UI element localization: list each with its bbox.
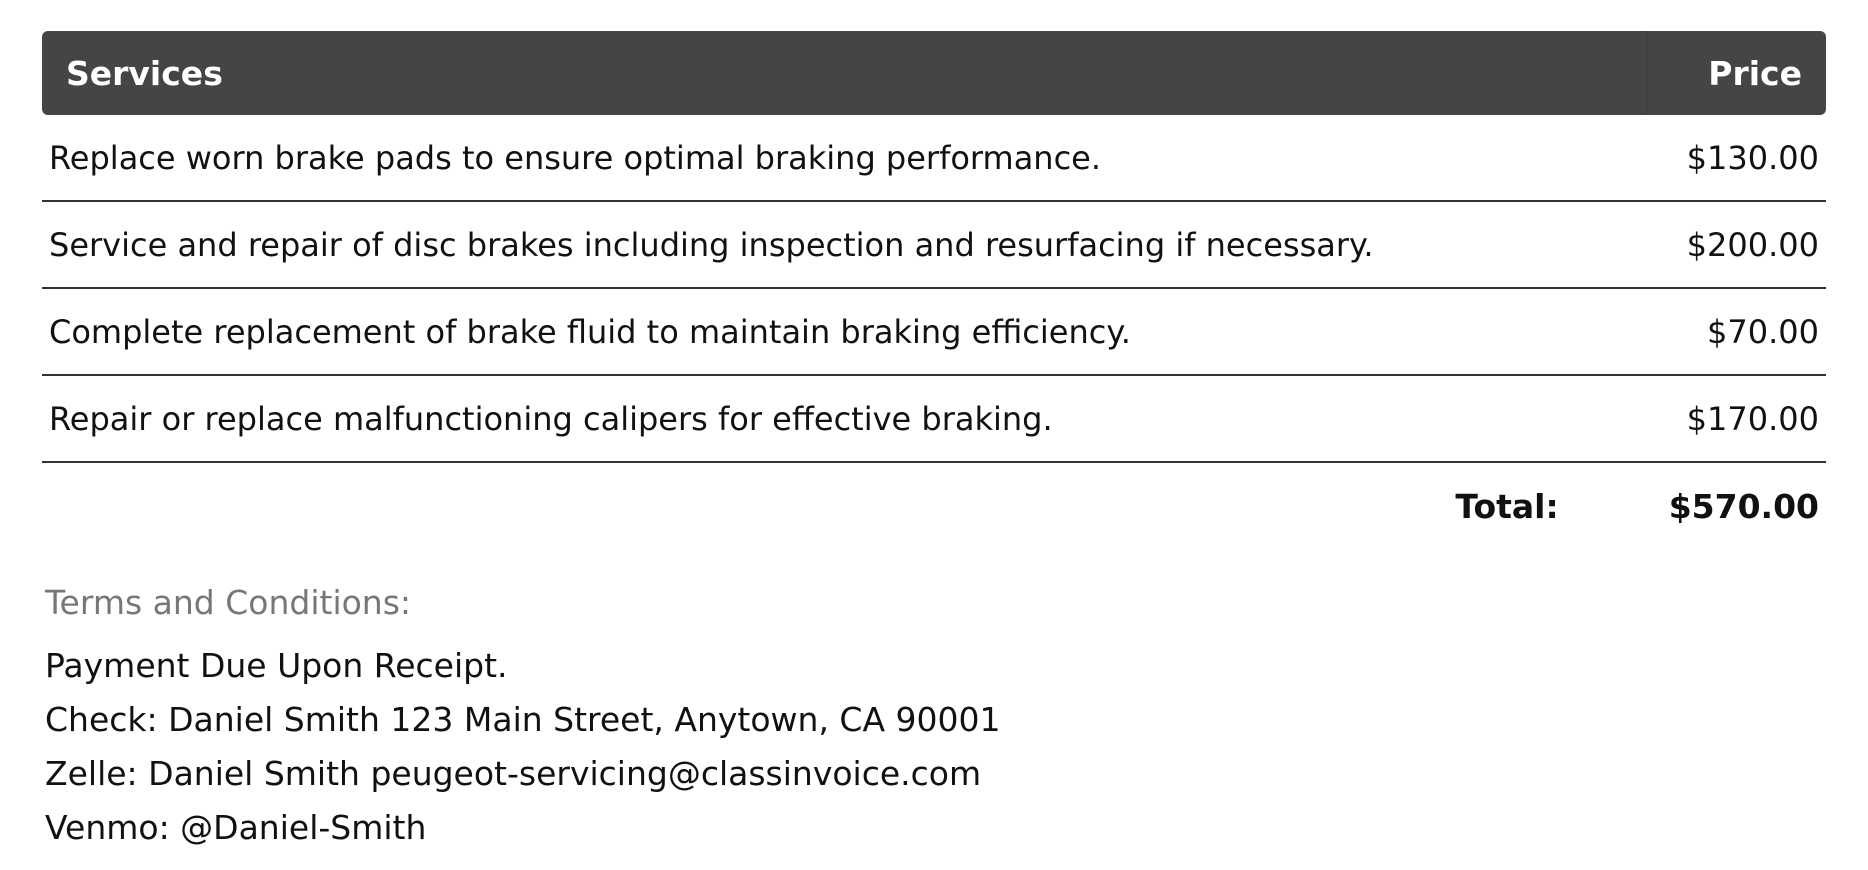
service-description: Repair or replace malfunctioning calipers for effective braking. (49, 399, 1053, 438)
total-row (42, 463, 1826, 549)
price-column-header: Price (1646, 31, 1826, 115)
check-payment-line: Check: Daniel Smith 123 Main Street, Anytown, CA 90001 (45, 700, 1001, 739)
services-column-header: Services (66, 53, 223, 93)
payment-due-line: Payment Due Upon Receipt. (45, 646, 508, 685)
service-price: $200.00 (1686, 225, 1819, 264)
table-row (42, 289, 1826, 376)
service-price: $170.00 (1686, 399, 1819, 438)
terms-heading: Terms and Conditions: (45, 583, 412, 622)
terms-and-conditions (45, 583, 1001, 855)
service-description: Replace worn brake pads to ensure optimal braking performance. (49, 138, 1102, 177)
service-description: Complete replacement of brake fluid to maintain braking efficiency. (49, 312, 1131, 351)
service-price: $70.00 (1707, 312, 1819, 351)
service-description: Service and repair of disc brakes including inspection and resurfacing if necessary. (49, 225, 1374, 264)
total-label: Total: (1455, 486, 1559, 526)
table-row (42, 376, 1826, 463)
table-row (42, 115, 1826, 202)
venmo-payment-line: Venmo: @Daniel-Smith (45, 808, 427, 847)
total-value: $570.00 (1668, 486, 1819, 526)
services-table (42, 31, 1826, 549)
zelle-payment-line: Zelle: Daniel Smith peugeot-servicing@classinvoice.com (45, 754, 982, 793)
table-header (42, 31, 1826, 115)
table-row (42, 202, 1826, 289)
service-price: $130.00 (1686, 138, 1819, 177)
